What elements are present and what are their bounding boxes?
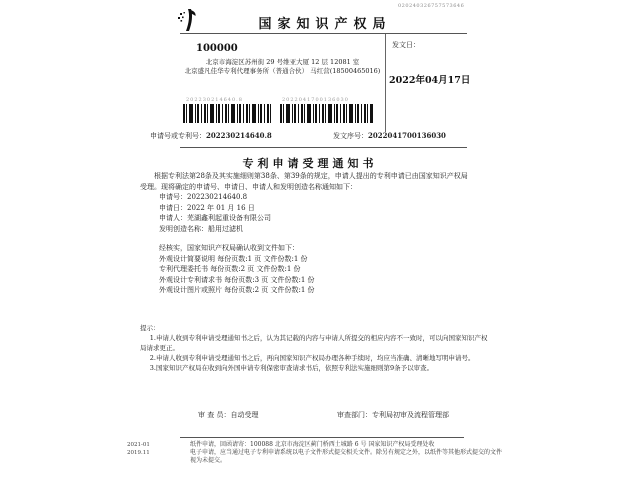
application-barcode — [183, 104, 273, 123]
numbers-row — [150, 131, 470, 141]
application-number-label: 申请号或专利号： — [150, 132, 206, 140]
form-version: 2019.11 — [127, 450, 150, 456]
note-item: 1.申请人收到专利申请受理通知书之后，认为其记载的内容与申请人所提交的相应内容不一致时，可以向国家知识产权局请求更正。 — [140, 334, 488, 352]
received-doc-item: 外观设计图片或照片 每份页数:2 页 文件份数:1 份 — [159, 286, 315, 294]
footer-divider — [180, 437, 464, 438]
received-doc-item: 专利代理委托书 每份页数:2 页 文件份数:1 份 — [159, 265, 301, 273]
received-doc-item: 外观设计简要说明 每份页数:1 页 文件份数:1 份 — [159, 254, 308, 263]
field-applicant: 申请人：芜湖鑫利起重设备有限公司 — [159, 214, 271, 222]
received-docs-intro: 经核实，国家知识产权局确认收到文件如下： — [159, 244, 299, 252]
field-application-date: 申请日：2022 年 01 月 16 日 — [159, 203, 255, 212]
addressee-address — [180, 58, 385, 76]
footer-instructions — [190, 441, 506, 465]
notice-title: 专利申请受理通知书 — [242, 157, 378, 170]
field-application-number: 申请号：202230214640.8 — [159, 193, 248, 201]
sign-off-row — [198, 410, 478, 420]
issue-date-value: 2022年04月17日 — [389, 75, 471, 86]
barcode-number-serial: 2022041700136030 — [282, 97, 349, 103]
table-divider — [385, 34, 386, 132]
received-doc-item: 外观设计专利请求书 每份页数:3 页 文件份数:1 份 — [159, 275, 315, 284]
serial-number-label: 发文序号： — [333, 132, 368, 140]
office-name-title: 国家知识产权局 — [258, 17, 392, 32]
examiner-value: 审 查 员：自动受理 — [198, 411, 259, 419]
print-serial-number: 020240326757573646 — [398, 3, 465, 9]
notice-body — [140, 171, 472, 296]
address-line-2: 北京盛凡佳华专利代理事务所（普通合伙） 马红营(18500465016) — [184, 67, 381, 75]
footer-line-1: 纸件申请，回函请寄：100088 北京市海淀区蓟门桥西土城路 6 号 国家知识产权局受理处收 — [190, 441, 435, 448]
notes-section — [140, 323, 488, 373]
form-code: 2021-01 — [127, 442, 150, 448]
intro-paragraph: 根据专利法第28条及其实施细则第38条、第39条的规定，申请人提出的专利申请已由国家知识产权局受理。现将确定的申请号、申请日、申请人和发明创造名称通知如下： — [140, 172, 468, 191]
serial-number-value: 2022041700136030 — [368, 131, 446, 140]
issue-date-label: 发文日： — [392, 41, 420, 49]
barcode-number-application: 202230214640.8 — [186, 97, 243, 103]
department-value: 审查部门：专利局初审及流程管理部 — [337, 411, 449, 419]
note-item: 2.申请人收到专利申请受理通知书之后，再向国家知识产权局办理各种手续时，均应当准确、清晰地写明申请号。 — [149, 354, 475, 362]
footer-form-codes — [127, 441, 150, 457]
footer-line-2: 电子申请，应当通过电子专利申请系统以电子文件形式提交相关文件。除另有规定之外，以纸件等其他形式提交的文件视为未提交。 — [190, 449, 503, 464]
note-item: 3.国家知识产权局在收到向外国申请专利保密审查请求书后，依照专利法实施细则第9条予以审查。 — [149, 364, 434, 372]
notes-label: 提示： — [140, 324, 160, 332]
field-invention-name: 发明创造名称：船用过滤机 — [159, 224, 243, 233]
addressee-postcode: 100000 — [196, 43, 238, 54]
application-number-value: 202230214640.8 — [206, 131, 272, 140]
serial-barcode — [280, 104, 373, 123]
address-line-1: 北京市海淀区苏州街 29 号维亚大厦 12 层 12081 室 — [205, 58, 360, 66]
